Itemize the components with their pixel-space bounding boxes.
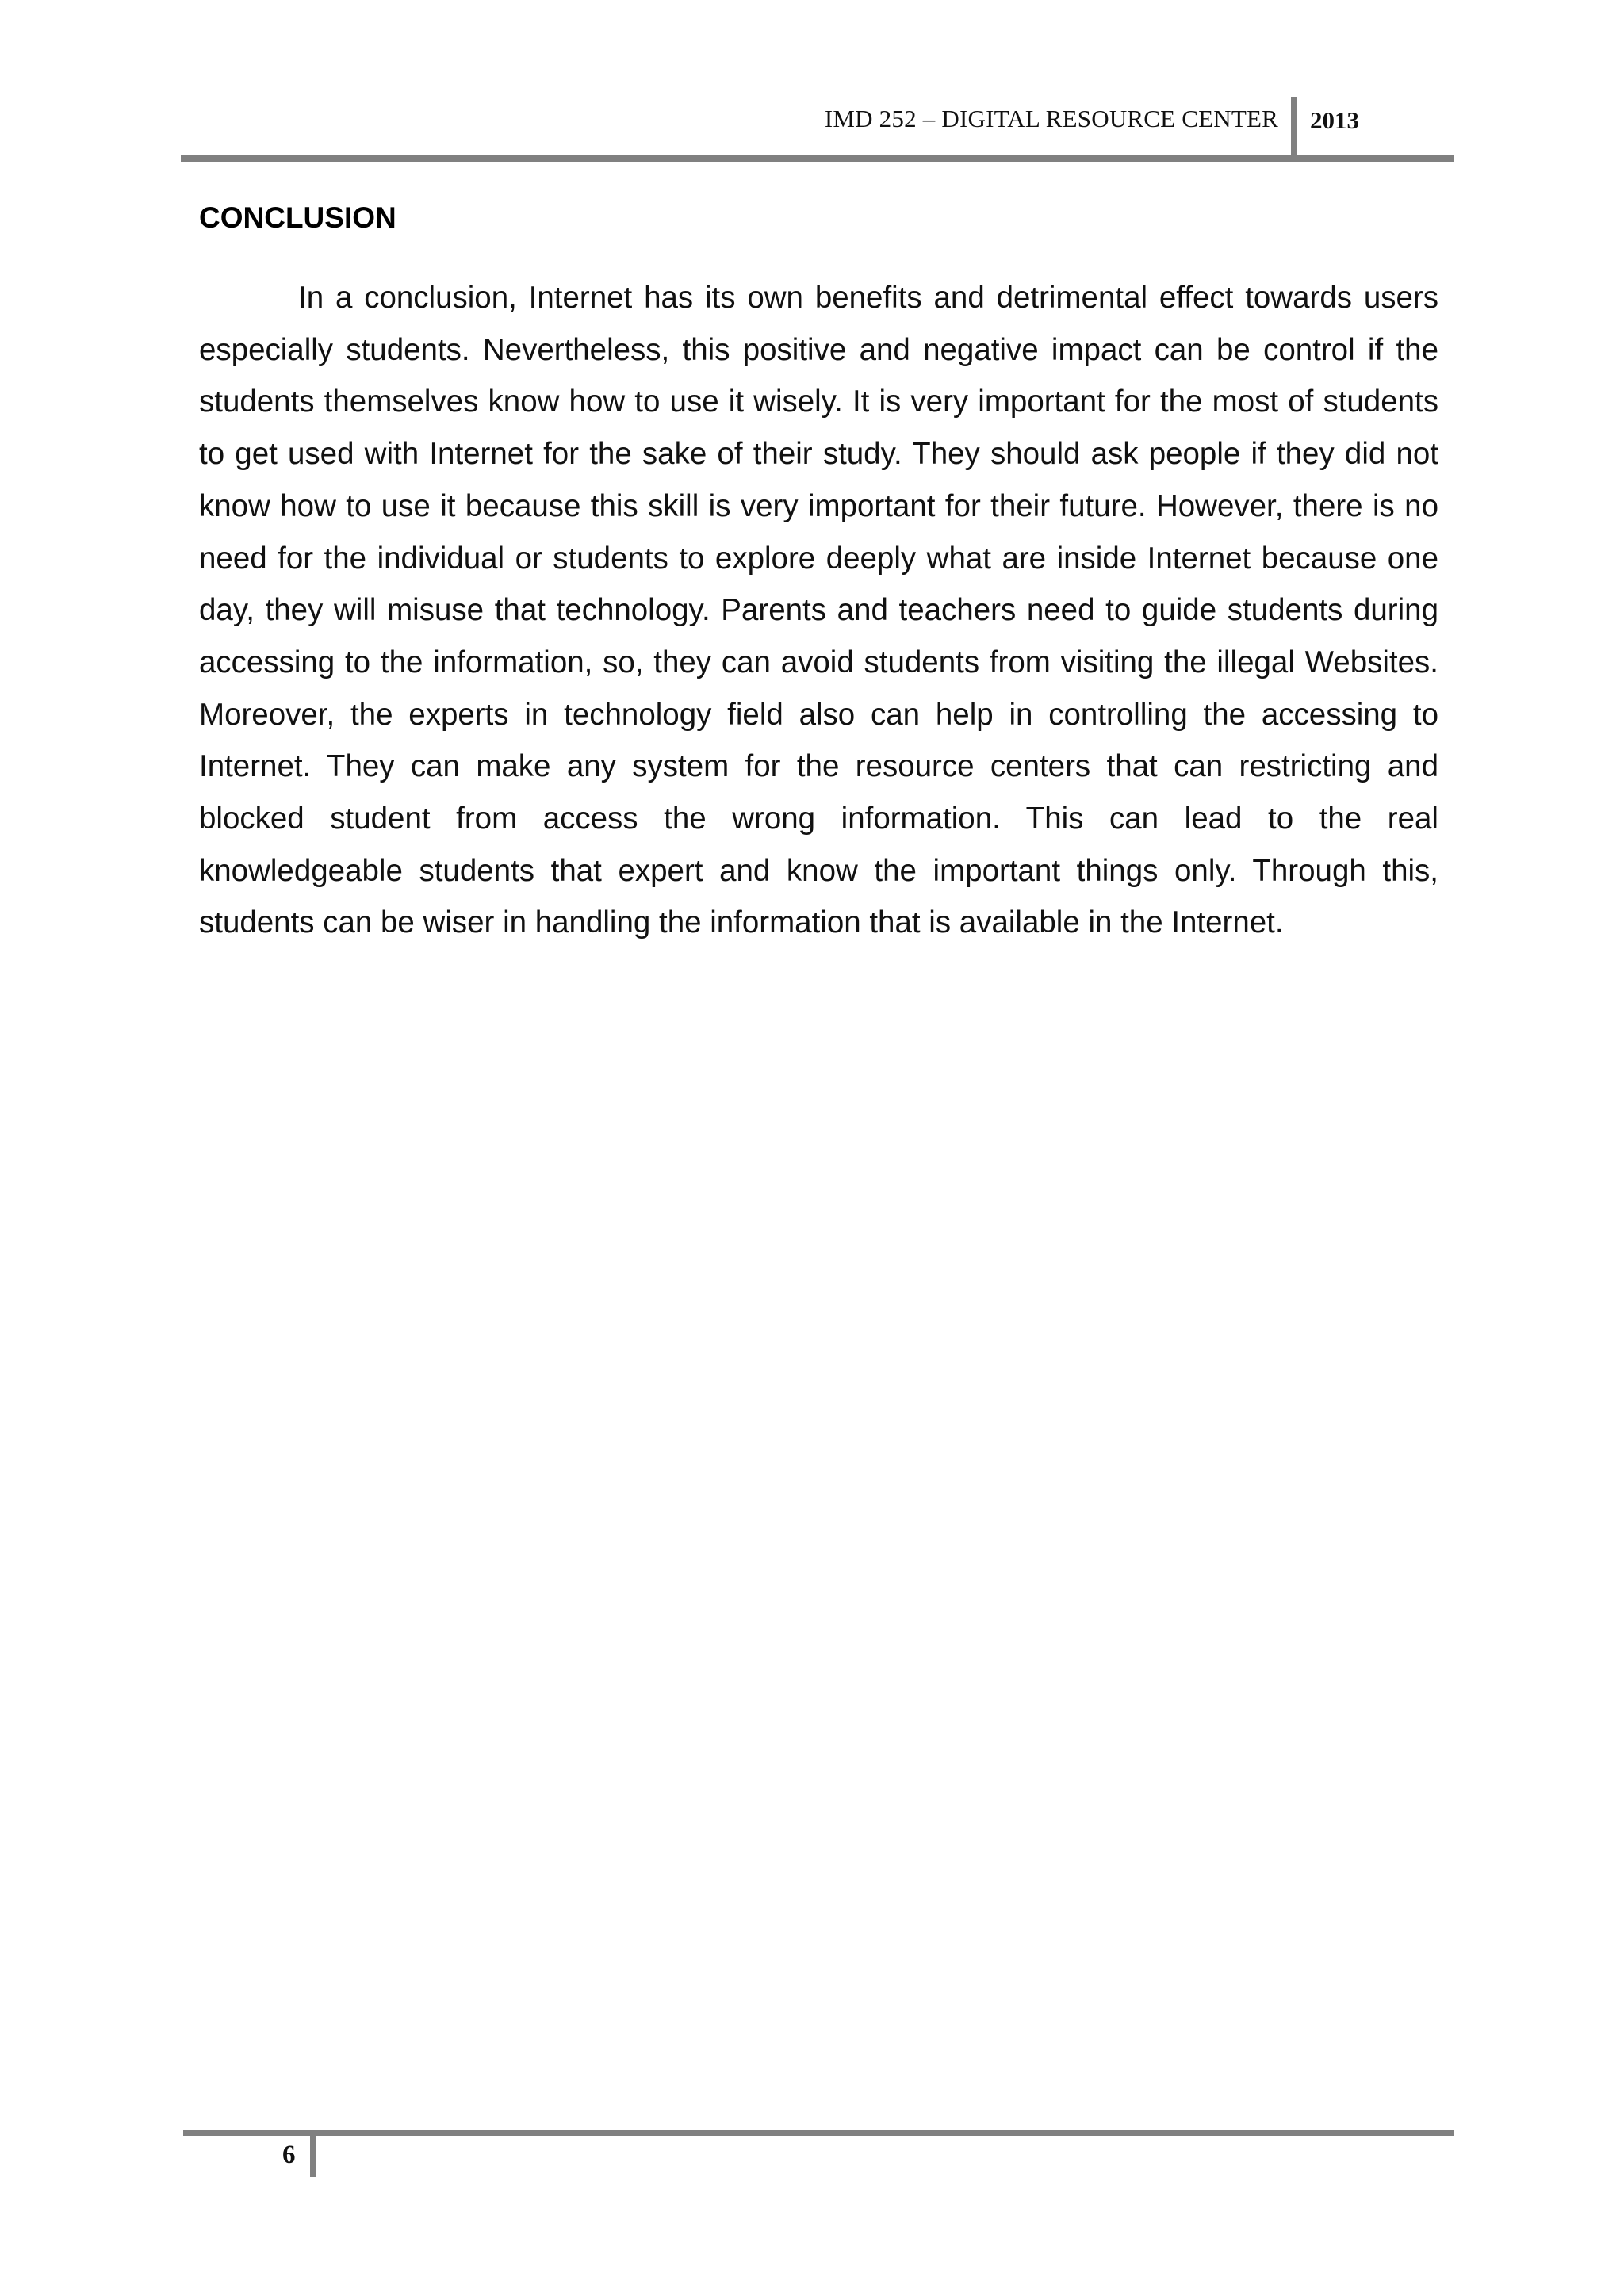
header-rule bbox=[181, 155, 1454, 162]
running-header-year: 2013 bbox=[1310, 106, 1359, 134]
conclusion-paragraph: In a conclusion, Internet has its own benefits and detrimental effect towards users especially students. Nevertheless, this positive and negative impact can be control if the students themselves know how to use it wisely. It is very important for the most of students to get used with Internet for the sake of their study. They should ask people if they did not know how to use it because this skill is very important for their future. However, there is no need for the individual or students to explore deeply what are inside Internet because one day, they will misuse that technology. Parents and teachers need to guide students during accessing to the information, so, they can avoid students from visiting the illegal Websites. Moreover, the experts in technology field also can help in controlling the accessing to Internet. They can make any system for the resource centers that can restricting and blocked student from access the wrong information. This can lead to the real knowledgeable students that expert and know the important things only. Through this, students can be wiser in handling the information that is available in the Internet. bbox=[199, 281, 1438, 940]
header-vertical-divider bbox=[1291, 97, 1297, 162]
running-header-title: IMD 252 – DIGITAL RESOURCE CENTER bbox=[824, 105, 1278, 132]
section-heading: CONCLUSION bbox=[199, 201, 396, 234]
page-number: 6 bbox=[282, 2141, 296, 2169]
footer-vertical-divider bbox=[310, 2133, 316, 2177]
footer-rule bbox=[183, 2130, 1454, 2136]
